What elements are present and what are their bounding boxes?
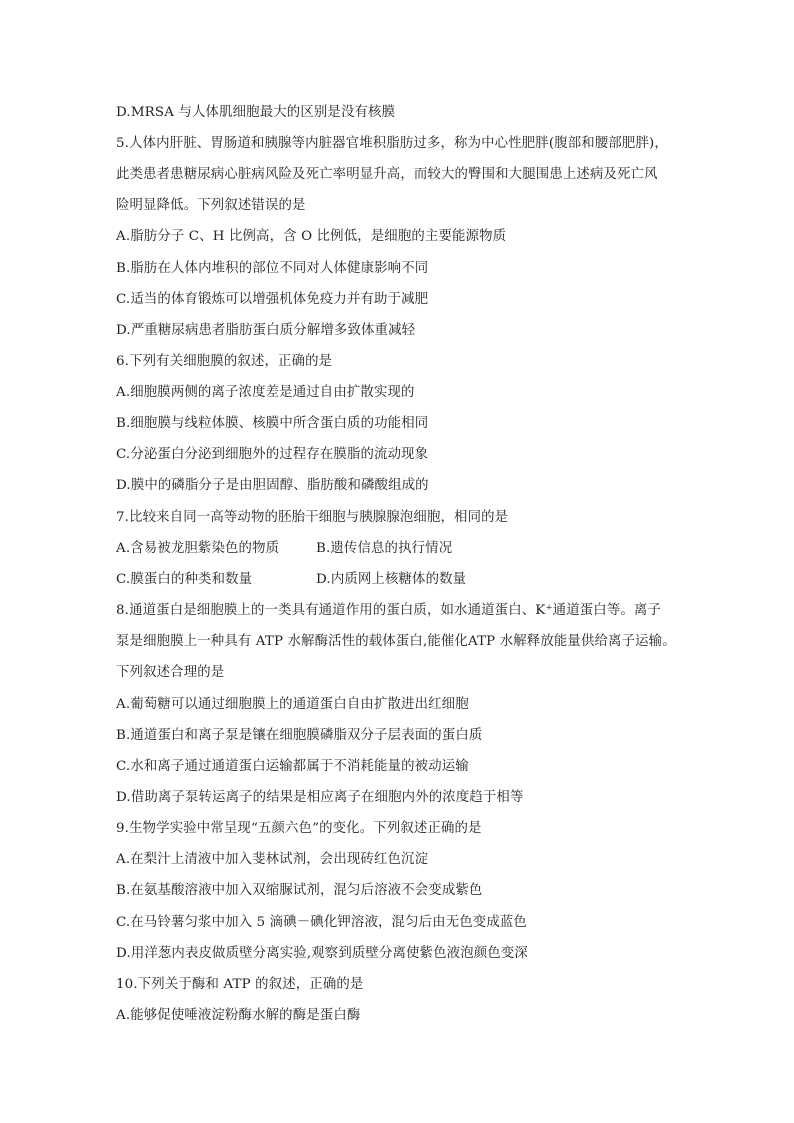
text-line: 泵是细胞膜上一种具有 ATP 水解酶活性的载体蛋白,能催化ATP 水解释放能量供给离子运输。 xyxy=(116,634,676,649)
option-d: D.严重糖尿病患者脂肪蛋白质分解增多致体重减轻 xyxy=(116,323,416,338)
option-d: D.借助离子泵转运离子的结果是相应离子在细胞内外的浓度趋于相等 xyxy=(116,790,524,805)
question-9-stem: 9.生物学实验中常呈现“五颜六色”的变化。下列叙述正确的是 xyxy=(116,821,482,836)
option-c: C.分泌蛋白分泌到细胞外的过程存在膜脂的流动现象 xyxy=(116,447,429,462)
text-line: D.MRSA 与人体肌细胞最大的区别是没有核膜 xyxy=(116,105,396,120)
option-c: C.水和离子通过通道蛋白运输都属于不消耗能量的被动运输 xyxy=(116,759,469,774)
option-a: A.能够促使唾液淀粉酶水解的酶是蛋白酶 xyxy=(116,1008,361,1023)
question-5-stem: 5.人体内肝脏、胃肠道和胰腺等内脏器官堆积脂肪过多，称为中心性肥胖(腹部和腰部肥胖)， xyxy=(116,136,668,151)
option-a: A.含易被龙胆紫染色的物质 xyxy=(116,541,280,556)
option-b: B.遗传信息的执行情况 xyxy=(316,541,453,556)
option-a: A.细胞膜两侧的离子浓度差是通过自由扩散实现的 xyxy=(116,385,415,400)
question-7-stem: 7.比较来自同一高等动物的胚胎干细胞与胰腺腺泡细胞，相同的是 xyxy=(116,510,509,525)
option-d: D.用洋葱内表皮做质壁分离实验,观察到质壁分离使紫色液泡颜色变深 xyxy=(116,946,528,961)
option-a: A.葡萄糖可以通过细胞膜上的通道蛋白自由扩散进出红细胞 xyxy=(116,697,469,712)
option-d: D.内质网上核糖体的数量 xyxy=(316,572,467,587)
option-b: B.脂肪在人体内堆积的部位不同对人体健康影响不同 xyxy=(116,261,429,276)
option-c: C.适当的体育锻炼可以增强机体免疫力并有助于减肥 xyxy=(116,292,429,307)
option-a: A.在梨汁上清液中加入斐林试剂，会出现砖红色沉淀 xyxy=(116,852,429,867)
option-b: B.通道蛋白和离子泵是镶在细胞膜磷脂双分子层表面的蛋白质 xyxy=(116,728,483,743)
text-line: 下列叙述合理的是 xyxy=(116,665,225,680)
option-b: B.在氨基酸溶液中加入双缩脲试剂，混匀后溶液不会变成紫色 xyxy=(116,883,483,898)
option-b: B.细胞膜与线粒体膜、核膜中所含蛋白质的功能相同 xyxy=(116,416,429,431)
option-a: A.脂肪分子 C、H 比例高，含 O 比例低，是细胞的主要能源物质 xyxy=(116,229,507,244)
text-line: 险明显降低。下列叙述错误的是 xyxy=(116,198,306,213)
question-6-stem: 6.下列有关细胞膜的叙述，正确的是 xyxy=(116,354,333,369)
question-10-stem: 10.下列关于酶和 ATP 的叙述，正确的是 xyxy=(116,977,364,992)
option-c: C.膜蛋白的种类和数量 xyxy=(116,572,253,587)
option-d: D.膜中的磷脂分子是由胆固醇、脂肪酸和磷酸组成的 xyxy=(116,478,429,493)
text-line: 此类患者患糖尿病心脏病风险及死亡率明显升高，而较大的臀围和大腿围患上述病及死亡风 xyxy=(116,167,658,182)
option-c: C.在马铃薯匀浆中加入 5 滴碘－碘化钾溶液，混匀后由无色变成蓝色 xyxy=(116,915,527,930)
question-8-stem: 8.通道蛋白是细胞膜上的一类具有通道作用的蛋白质，如水通道蛋白、K⁺通道蛋白等。离子 xyxy=(116,603,661,618)
